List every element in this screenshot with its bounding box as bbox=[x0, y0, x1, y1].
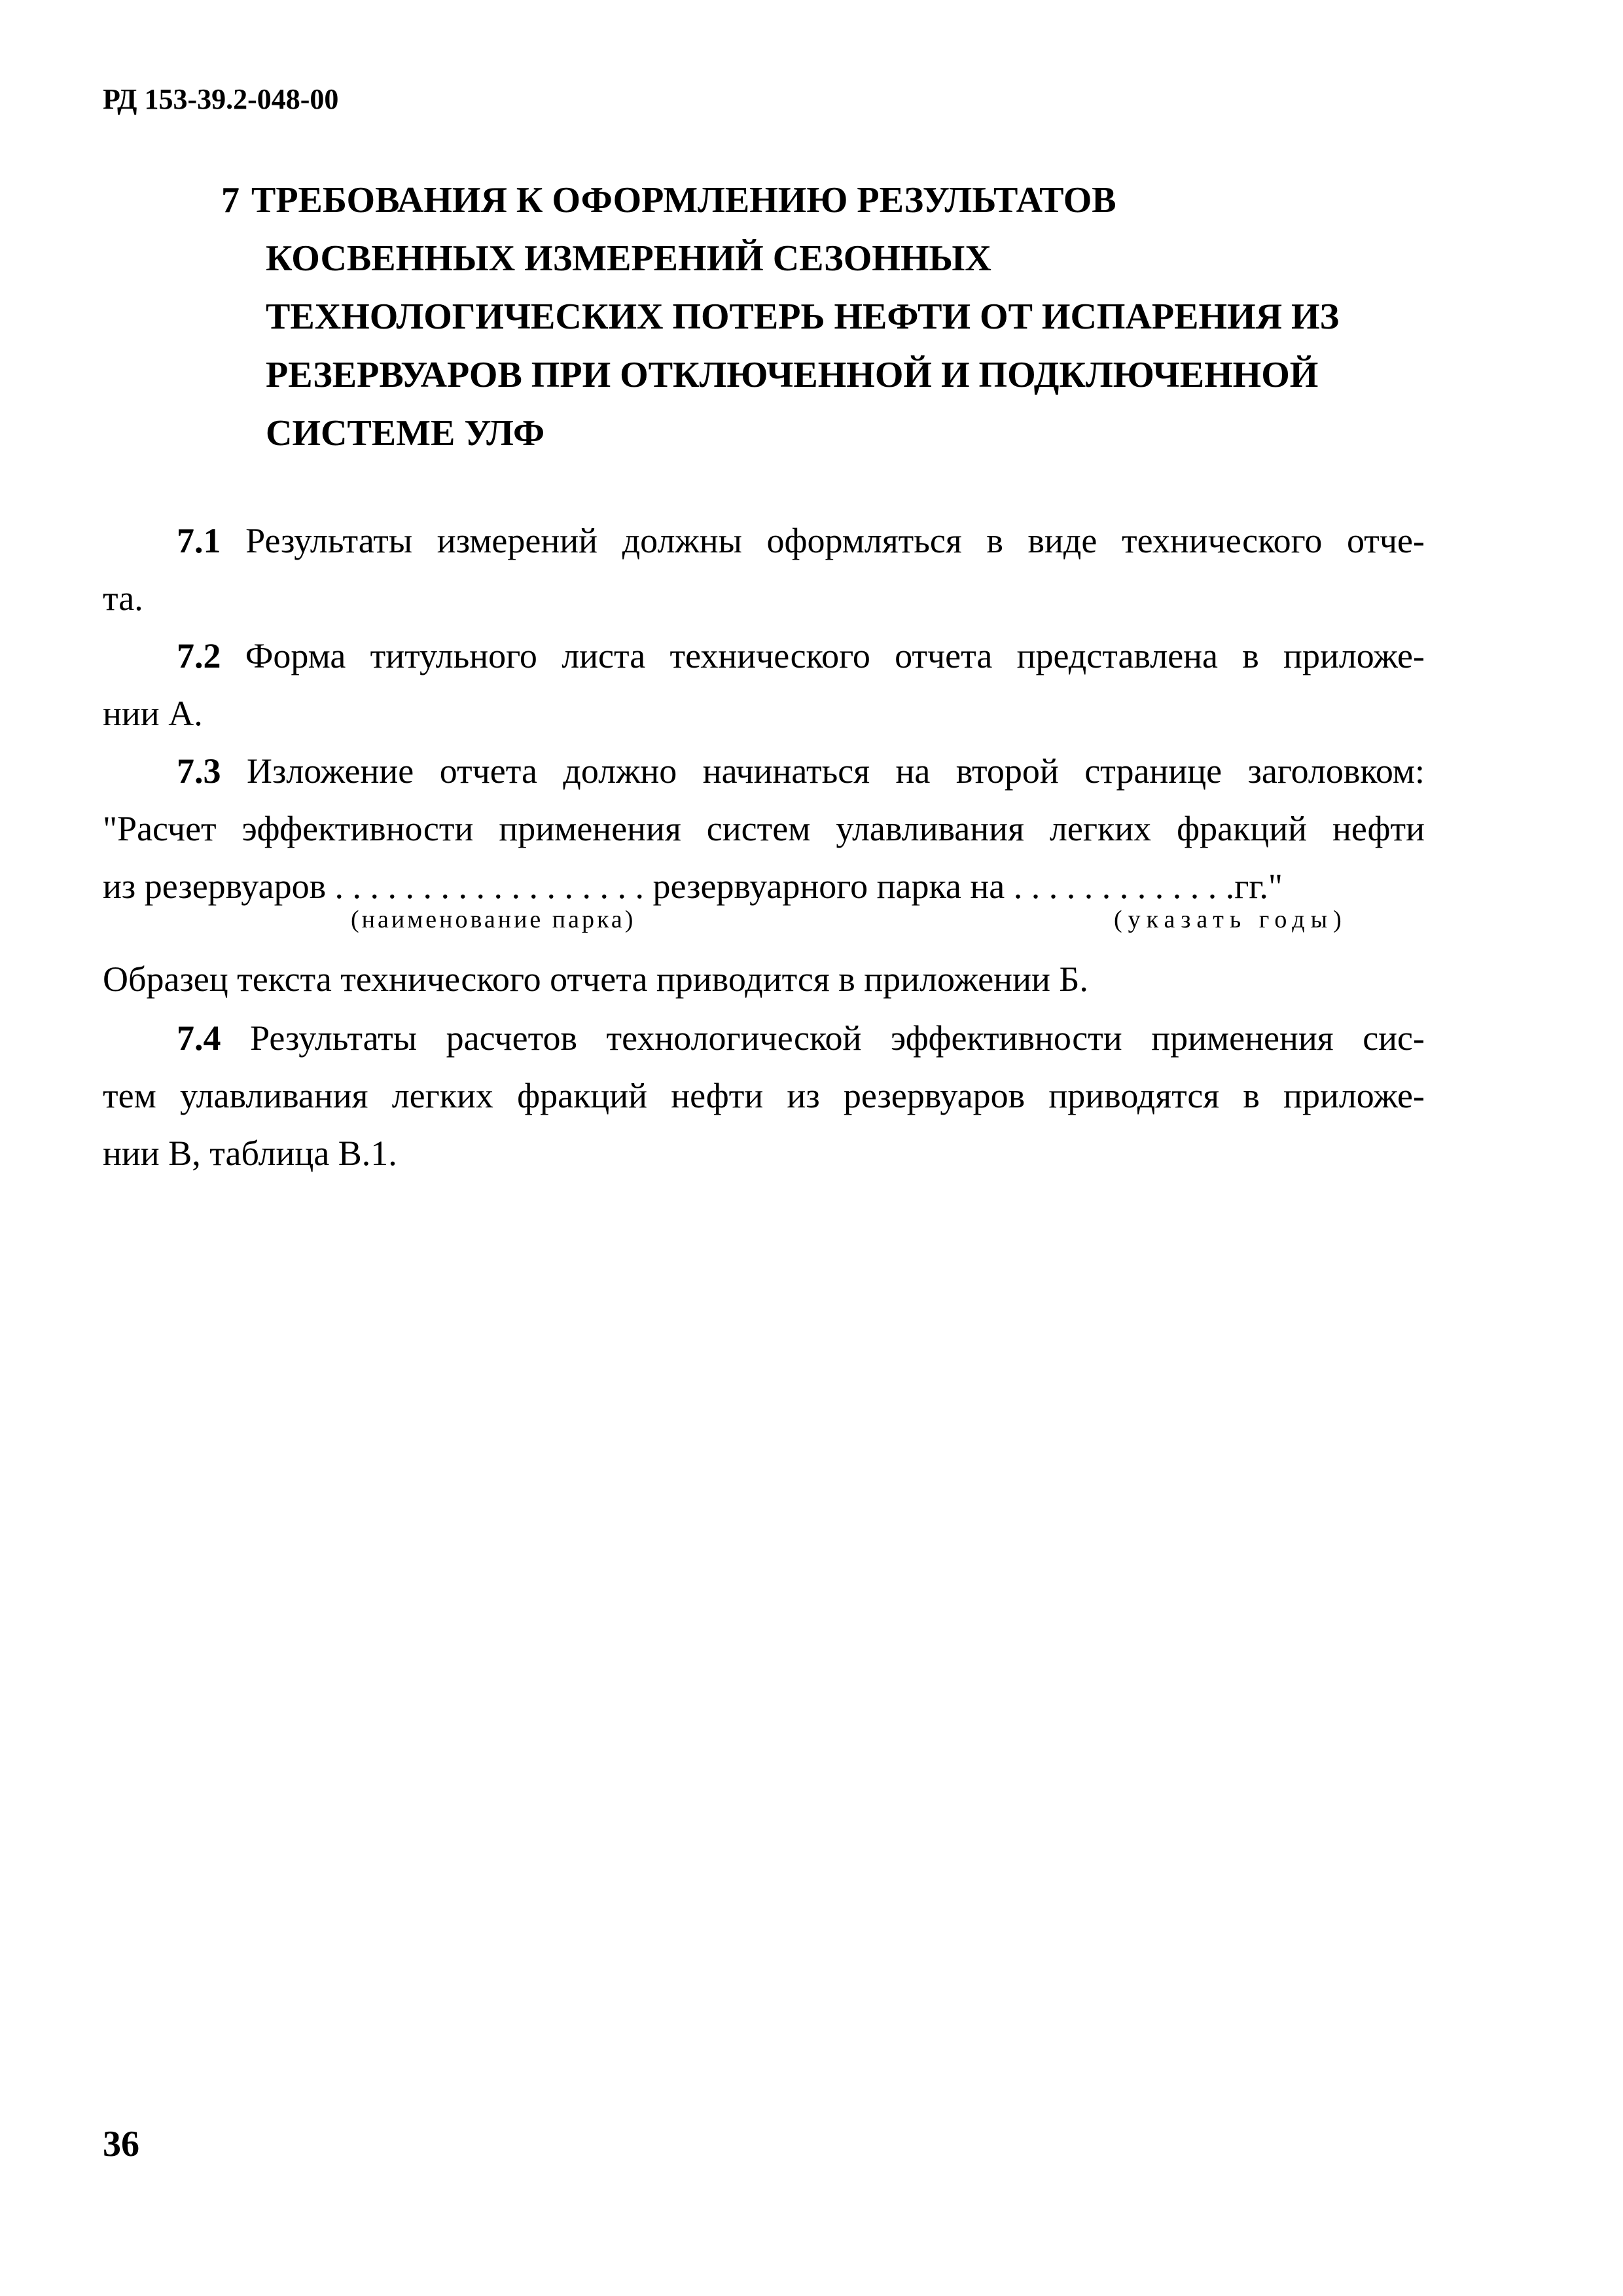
section-title-line-3: ТЕХНОЛОГИЧЕСКИХ ПОТЕРЬ НЕФТИ ОТ ИСПАРЕНИЯ ИЗ bbox=[266, 296, 1340, 337]
paragraph-7-2 bbox=[103, 627, 1425, 742]
section-heading bbox=[221, 171, 1465, 463]
section-title-line-1: ТРЕБОВАНИЯ К ОФОРМЛЕНИЮ РЕЗУЛЬТАТОВ bbox=[251, 180, 1116, 221]
section-title-line-5: СИСТЕМЕ УЛФ bbox=[266, 413, 545, 454]
paragraph-line bbox=[103, 512, 1425, 569]
section-number: 7 bbox=[221, 180, 240, 221]
paragraph-line: из резервуаров . . . . . . . . . . . . . . . . . . резервуарного парка на . . . . . . . . . . . . .гг." bbox=[103, 867, 1283, 906]
paragraph-line: нии А. bbox=[103, 694, 203, 733]
paragraph-number: 7.2 bbox=[177, 636, 221, 675]
paragraph-line bbox=[103, 1009, 1425, 1067]
section-title-line-2: КОСВЕННЫХ ИЗМЕРЕНИЙ СЕЗОННЫХ bbox=[266, 238, 991, 279]
caption-years: (указать годы) bbox=[1114, 906, 1347, 933]
paragraph-text: Результаты измерений должны оформляться в виде технического отче- bbox=[245, 521, 1425, 560]
paragraph-number: 7.4 bbox=[177, 1018, 221, 1058]
paragraph-line: "Расчет эффективности применения систем улавливания легких фракций нефти bbox=[103, 809, 1425, 848]
paragraph-7-1 bbox=[103, 512, 1425, 627]
page-number: 36 bbox=[103, 2124, 139, 2164]
paragraph-number: 7.3 bbox=[177, 751, 221, 791]
paragraph-text: Форма титульного листа технического отчета представлена в приложе- bbox=[245, 636, 1425, 675]
paragraph-line: Образец текста технического отчета приводится в приложении Б. bbox=[103, 960, 1088, 999]
paragraph-line: тем улавливания легких фракций нефти из резервуаров приводятся в приложе- bbox=[103, 1076, 1425, 1115]
paragraph-text: Изложение отчета должно начинаться на второй странице заголовком: bbox=[246, 751, 1425, 791]
paragraph-line bbox=[103, 742, 1425, 800]
paragraph-line: нии В, таблица В.1. bbox=[103, 1134, 397, 1173]
paragraph-text: Результаты расчетов технологической эффективности применения сис- bbox=[250, 1018, 1425, 1058]
section-title-line-4: РЕЗЕРВУАРОВ ПРИ ОТКЛЮЧЕННОЙ И ПОДКЛЮЧЕННОЙ bbox=[266, 355, 1319, 395]
paragraph-line: та. bbox=[103, 579, 143, 618]
paragraph-line bbox=[103, 627, 1425, 685]
paragraph-7-3-continuation bbox=[103, 950, 1425, 1008]
section-heading-line bbox=[221, 171, 1465, 230]
document-code: РД 153-39.2-048-00 bbox=[103, 83, 339, 115]
paragraph-number: 7.1 bbox=[177, 521, 221, 560]
paragraph-7-3 bbox=[103, 742, 1425, 915]
paragraph-7-4 bbox=[103, 1009, 1425, 1182]
caption-park-name: (наименование парка) bbox=[351, 906, 636, 933]
